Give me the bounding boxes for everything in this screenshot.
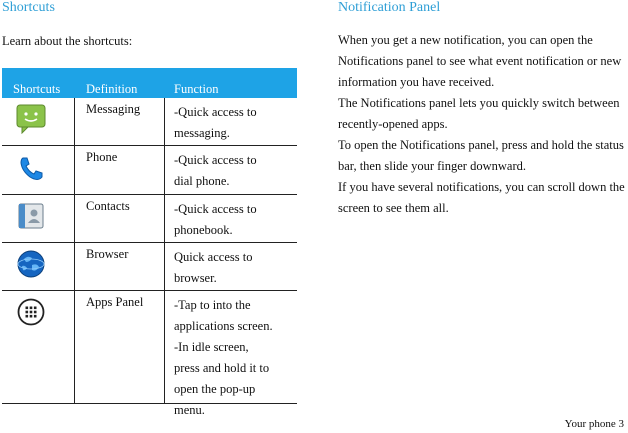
notification-panel-text [338, 30, 628, 219]
header-shortcuts: Shortcuts [13, 82, 61, 96]
paragraph: If you have several notifications, you can scroll down the screen to see them all. [338, 180, 625, 215]
paragraph: The Notifications panel lets you quickly switch between recently-opened apps. [338, 96, 620, 131]
table-row [2, 242, 297, 290]
contacts-icon [16, 201, 46, 231]
table-row [2, 145, 297, 194]
browser-icon [16, 249, 46, 279]
table-header [2, 68, 297, 98]
paragraph: When you get a new notification, you can open the Notifications panel to see what event notification or new information you have received. [338, 33, 622, 89]
definition-cell: Browser [86, 247, 129, 261]
shortcuts-table [2, 68, 297, 417]
header-definition: Definition [86, 82, 138, 96]
definition-cell: Messaging [86, 102, 141, 116]
table-row [2, 290, 297, 417]
shortcuts-intro: Learn about the shortcuts: [2, 34, 133, 48]
function-cell: Quick access to browser. [174, 250, 253, 285]
notification-panel-heading: Notification Panel [338, 0, 441, 15]
function-cell: -Quick access to phonebook. [174, 202, 257, 237]
apps-panel-icon [16, 297, 46, 327]
paragraph: To open the Notifications panel, press and hold the status bar, then slide your finger downward. [338, 138, 624, 173]
definition-cell: Contacts [86, 199, 130, 213]
table-row [2, 194, 297, 242]
page-footer: Your phone 3 [564, 418, 624, 430]
function-cell: -Quick access to dial phone. [174, 153, 257, 188]
definition-cell: Apps Panel [86, 295, 144, 309]
definition-cell: Phone [86, 150, 118, 164]
function-cell: -Tap to into the applications screen. -In idle screen, press and hold it to open the pop-up menu. [174, 298, 273, 417]
function-cell: -Quick access to messaging. [174, 105, 257, 140]
messaging-icon [16, 104, 46, 134]
header-function: Function [174, 82, 219, 96]
phone-icon [16, 154, 46, 184]
table-row [2, 98, 297, 145]
shortcuts-heading: Shortcuts [2, 0, 55, 15]
